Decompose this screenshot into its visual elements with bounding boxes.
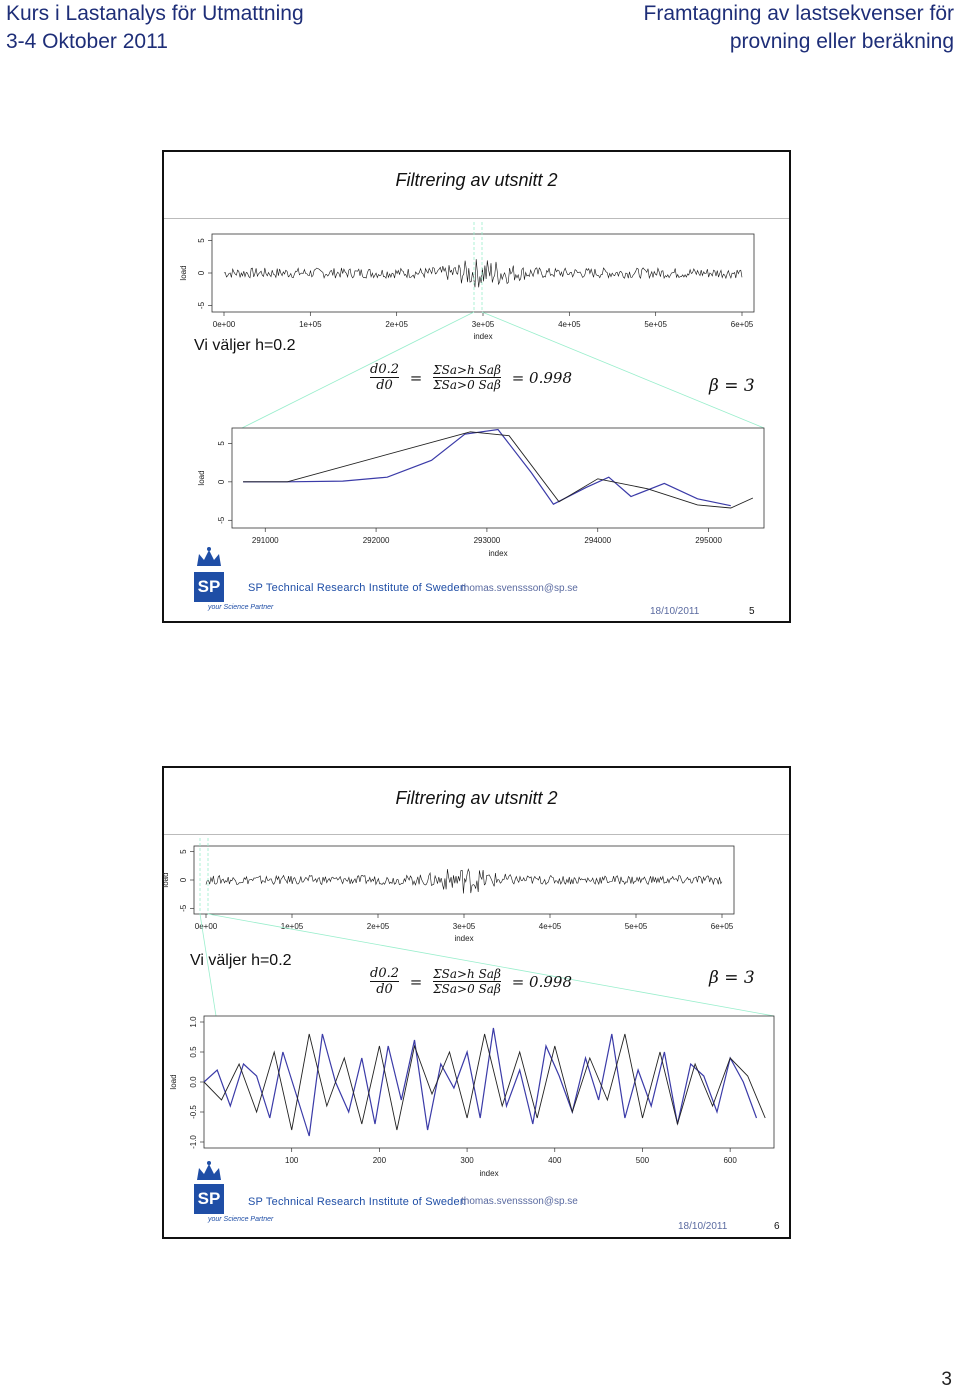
x-tick-label: 294000	[584, 536, 612, 545]
formula-lhs-num: d0.2	[370, 966, 399, 981]
slide-date: 18/10/2011	[678, 1221, 728, 1232]
x-tick-label: 292000	[362, 536, 390, 545]
slide-number: 6	[774, 1221, 780, 1232]
formula-sum	[433, 363, 501, 392]
y-tick-label: -5	[179, 904, 189, 912]
course-date: 3-4 Oktober 2011	[6, 30, 168, 53]
formula-rhs: = 0.998	[511, 972, 572, 991]
x-tick-label: 500	[635, 1156, 650, 1165]
y-axis-label: load	[169, 1074, 178, 1090]
y-axis-label: load	[179, 265, 188, 281]
x-tick-label: 0e+00	[194, 922, 218, 931]
topic-title-line2: provning eller beräkning	[729, 30, 954, 53]
series-line-filtered	[243, 432, 753, 508]
formula-lhs-den: d0	[376, 378, 393, 393]
plot-frame	[204, 1016, 774, 1148]
y-tick-label: 0	[197, 270, 207, 276]
topic-title-line1: Framtagning av lastsekvenser för	[643, 2, 954, 25]
x-tick-label: 0e+00	[212, 320, 236, 329]
x-axis-label: index	[488, 549, 508, 558]
crown-icon	[194, 1160, 224, 1184]
y-tick-label: -5	[197, 301, 207, 310]
formula-sum-num: ΣSa>h Saβ	[433, 363, 501, 377]
y-tick-label: -5	[217, 516, 227, 524]
contact-email: thomas.svenssson@sp.se	[461, 1196, 578, 1207]
y-tick-label: 1.0	[189, 1016, 199, 1028]
contact-email: thomas.svenssson@sp.se	[461, 583, 578, 594]
formula-sum-den: ΣSa>0 Saβ	[433, 378, 501, 392]
formula-lhs	[370, 362, 399, 393]
y-tick-label: 0.5	[189, 1046, 199, 1058]
x-tick-label: 2e+05	[366, 922, 390, 931]
y-tick-label: 5	[217, 441, 227, 446]
series-line-filtered	[204, 1034, 765, 1130]
zoom-fan-right	[208, 914, 774, 1016]
x-axis-label: index	[479, 1169, 499, 1178]
x-tick-label: 1e+05	[299, 320, 322, 329]
science-partner-badge: your Science Partner	[208, 1216, 274, 1223]
slide-title: Filtrering av utsnitt 2	[395, 170, 558, 190]
y-axis-label: load	[197, 470, 206, 486]
y-axis-label: load	[161, 872, 170, 888]
x-axis-label: index	[454, 934, 474, 943]
series-line-original	[204, 1028, 757, 1136]
subtitle: Vi väljer h=0.2	[190, 952, 292, 969]
formula-rhs: = 0.998	[511, 368, 572, 387]
signal-line	[206, 869, 722, 893]
x-tick-label: 400	[548, 1156, 562, 1165]
series-line-original	[243, 430, 731, 506]
x-axis-label: index	[473, 332, 493, 341]
y-tick-label: 5	[197, 238, 207, 243]
slide-6-plots	[161, 768, 789, 1237]
slide-date: 18/10/2011	[650, 606, 700, 617]
x-tick-label: 6e+05	[730, 320, 754, 329]
formula-lhs-den: d0	[376, 982, 393, 997]
formula-eq: =	[409, 368, 423, 387]
x-tick-label: 2e+05	[385, 320, 408, 329]
formula-sum-num: ΣSa>h Saβ	[433, 967, 501, 981]
page-number: 3	[941, 1369, 952, 1390]
subtitle: Vi väljer h=0.2	[194, 337, 296, 354]
x-tick-label: 4e+05	[538, 922, 562, 931]
x-tick-label: 600	[723, 1156, 737, 1165]
x-tick-label: 295000	[695, 536, 722, 545]
slide-5	[162, 150, 791, 623]
plot-frame	[194, 846, 734, 914]
x-tick-label: 5e+05	[624, 922, 648, 931]
y-tick-label: 0.0	[189, 1076, 199, 1088]
formula-lhs-num: d0.2	[370, 362, 399, 377]
x-tick-label: 4e+05	[558, 320, 581, 329]
x-tick-label: 293000	[473, 536, 501, 545]
course-title: Kurs i Lastanalys för Utmattning	[6, 2, 304, 25]
plot-frame	[232, 428, 764, 528]
y-tick-label: -0.5	[189, 1105, 199, 1119]
header-left	[6, 0, 304, 56]
x-tick-label: 1e+05	[280, 922, 304, 931]
beta-value: β = 3	[709, 376, 755, 396]
y-tick-label: -1.0	[189, 1135, 199, 1149]
y-tick-label: 5	[179, 849, 189, 854]
slide-number: 5	[749, 606, 755, 617]
x-tick-label: 300	[460, 1156, 474, 1165]
y-tick-label: 0	[179, 877, 189, 883]
x-tick-label: 3e+05	[452, 922, 476, 931]
formula-eq: =	[409, 972, 423, 991]
formula-sum	[433, 967, 501, 996]
x-tick-label: 3e+05	[471, 320, 495, 329]
header-right	[644, 0, 954, 56]
formula	[370, 362, 572, 393]
sp-logo: SP	[194, 1184, 224, 1214]
science-partner-badge: your Science Partner	[208, 604, 274, 611]
x-tick-label: 6e+05	[710, 922, 734, 931]
formula-lhs	[370, 966, 399, 997]
formula-sum-den: ΣSa>0 Saβ	[433, 982, 501, 996]
slide-title: Filtrering av utsnitt 2	[395, 788, 558, 808]
sp-logo: SP	[194, 572, 224, 602]
y-tick-label: 0	[217, 479, 227, 485]
institute-name: SP Technical Research Institute of Sweden	[248, 582, 467, 594]
formula	[370, 966, 572, 997]
institute-name: SP Technical Research Institute of Sweden	[248, 1196, 467, 1208]
slide-6	[162, 766, 791, 1239]
x-tick-label: 200	[372, 1156, 387, 1165]
signal-line	[224, 259, 742, 287]
crown-icon	[194, 546, 224, 570]
x-tick-label: 100	[285, 1156, 299, 1165]
x-tick-label: 5e+05	[644, 320, 667, 329]
x-tick-label: 291000	[251, 536, 279, 545]
beta-value: β = 3	[709, 968, 755, 988]
